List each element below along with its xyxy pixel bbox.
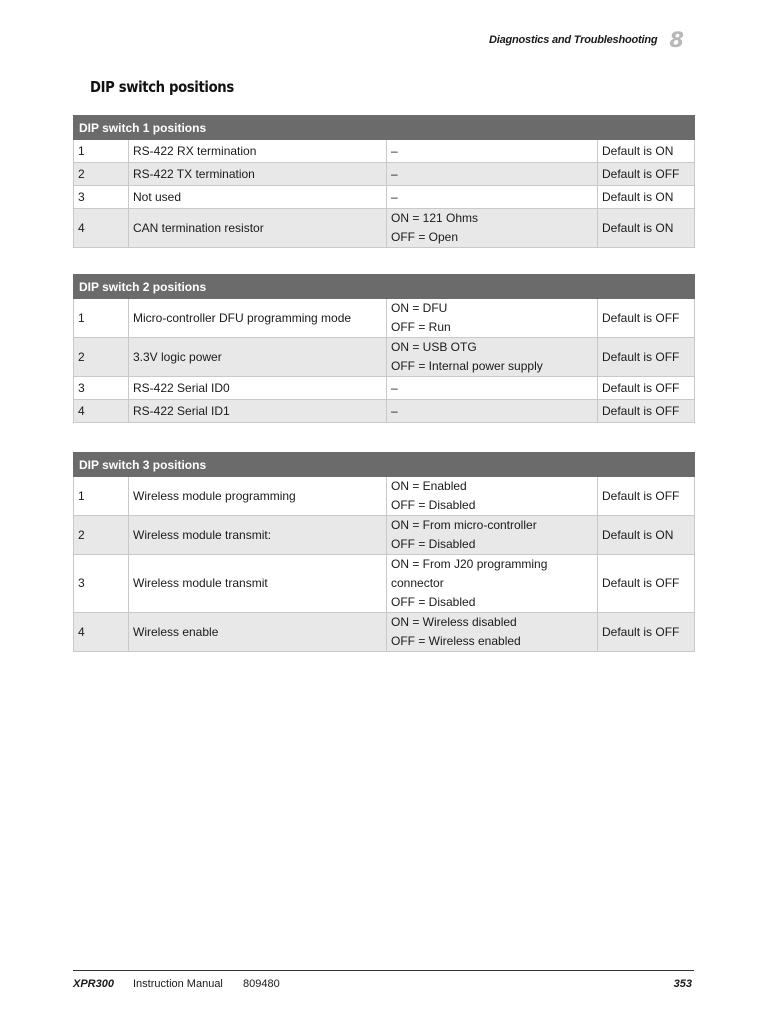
switch-function: RS-422 Serial ID0 — [129, 377, 387, 400]
page-footer — [73, 978, 694, 994]
switch-number: 1 — [74, 140, 129, 163]
switch-function: RS-422 RX termination — [129, 140, 387, 163]
switch-options — [387, 209, 598, 248]
option-line: ON = 121 Ohms — [391, 211, 479, 225]
switch-options — [387, 338, 598, 377]
switch-options — [387, 377, 598, 400]
option-line: OFF = Run — [391, 320, 451, 334]
option-line: OFF = Disabled — [391, 537, 476, 551]
switch-default: Default is OFF — [598, 477, 695, 516]
table-row — [74, 477, 695, 516]
switch-number: 4 — [74, 613, 129, 652]
switch-default: Default is OFF — [598, 163, 695, 186]
option-line: ON = Enabled — [391, 479, 467, 493]
switch-default: Default is OFF — [598, 613, 695, 652]
table-row — [74, 555, 695, 613]
option-line: – — [391, 403, 398, 418]
switch-default: Default is OFF — [598, 338, 695, 377]
switch-number: 3 — [74, 377, 129, 400]
option-line: OFF = Open — [391, 230, 459, 244]
switch-number: 3 — [74, 186, 129, 209]
table-title: DIP switch 2 positions — [74, 275, 695, 299]
footer-divider — [73, 970, 694, 971]
option-line: OFF = Internal power supply — [391, 359, 543, 373]
switch-function: RS-422 TX termination — [129, 163, 387, 186]
switch-options — [387, 163, 598, 186]
switch-default: Default is ON — [598, 140, 695, 163]
dip-switch-1-table — [73, 115, 695, 248]
switch-default: Default is OFF — [598, 400, 695, 423]
switch-default: Default is OFF — [598, 377, 695, 400]
option-line: – — [391, 380, 398, 395]
switch-options — [387, 516, 598, 555]
part-number: 809480 — [243, 978, 280, 990]
dip-switch-2-table — [73, 274, 695, 423]
switch-function: Wireless module transmit: — [129, 516, 387, 555]
table-row — [74, 516, 695, 555]
switch-default: Default is ON — [598, 209, 695, 248]
switch-default: Default is OFF — [598, 299, 695, 338]
table-row — [74, 338, 695, 377]
switch-options — [387, 477, 598, 516]
switch-function: CAN termination resistor — [129, 209, 387, 248]
switch-number: 4 — [74, 400, 129, 423]
chapter-number: 8 — [669, 28, 684, 52]
section-title: Diagnostics and Troubleshooting — [488, 34, 658, 46]
switch-options — [387, 613, 598, 652]
switch-default: Default is OFF — [598, 555, 695, 613]
switch-options — [387, 186, 598, 209]
table-title: DIP switch 1 positions — [74, 116, 695, 140]
table-title: DIP switch 3 positions — [74, 453, 695, 477]
switch-number: 2 — [74, 163, 129, 186]
option-line: ON = Wireless disabled — [391, 615, 517, 629]
switch-options — [387, 140, 598, 163]
running-header — [489, 30, 684, 50]
table-row — [74, 186, 695, 209]
option-line: OFF = Disabled — [391, 498, 476, 512]
table-row — [74, 400, 695, 423]
switch-function: Micro-controller DFU programming mode — [129, 299, 387, 338]
switch-function: Not used — [129, 186, 387, 209]
switch-number: 1 — [74, 477, 129, 516]
table-row — [74, 299, 695, 338]
switch-function: Wireless module transmit — [129, 555, 387, 613]
option-line: ON = DFU — [391, 301, 448, 315]
switch-function: 3.3V logic power — [129, 338, 387, 377]
page-title: DIP switch positions — [90, 78, 234, 96]
switch-options — [387, 299, 598, 338]
page-number: 353 — [673, 978, 692, 990]
table-row — [74, 209, 695, 248]
switch-default: Default is ON — [598, 516, 695, 555]
option-line: OFF = Disabled — [391, 595, 476, 609]
table-row — [74, 163, 695, 186]
switch-function: RS-422 Serial ID1 — [129, 400, 387, 423]
switch-number: 3 — [74, 555, 129, 613]
switch-function: Wireless enable — [129, 613, 387, 652]
option-line: – — [391, 189, 398, 204]
table-row — [74, 613, 695, 652]
switch-options — [387, 555, 598, 613]
option-line: – — [391, 166, 398, 181]
table-row — [74, 140, 695, 163]
switch-number: 2 — [74, 516, 129, 555]
switch-number: 1 — [74, 299, 129, 338]
dip-switch-3-table — [73, 452, 695, 652]
option-line: ON = From J20 programming connector — [391, 557, 548, 590]
switch-options — [387, 400, 598, 423]
switch-default: Default is ON — [598, 186, 695, 209]
manual-title: Instruction Manual — [133, 978, 223, 990]
switch-number: 4 — [74, 209, 129, 248]
option-line: ON = From micro-controller — [391, 518, 537, 532]
option-line: ON = USB OTG — [391, 340, 477, 354]
table-row — [74, 377, 695, 400]
switch-number: 2 — [74, 338, 129, 377]
switch-function: Wireless module programming — [129, 477, 387, 516]
option-line: OFF = Wireless enabled — [391, 634, 521, 648]
option-line: – — [391, 143, 398, 158]
product-name: XPR300 — [73, 978, 114, 990]
